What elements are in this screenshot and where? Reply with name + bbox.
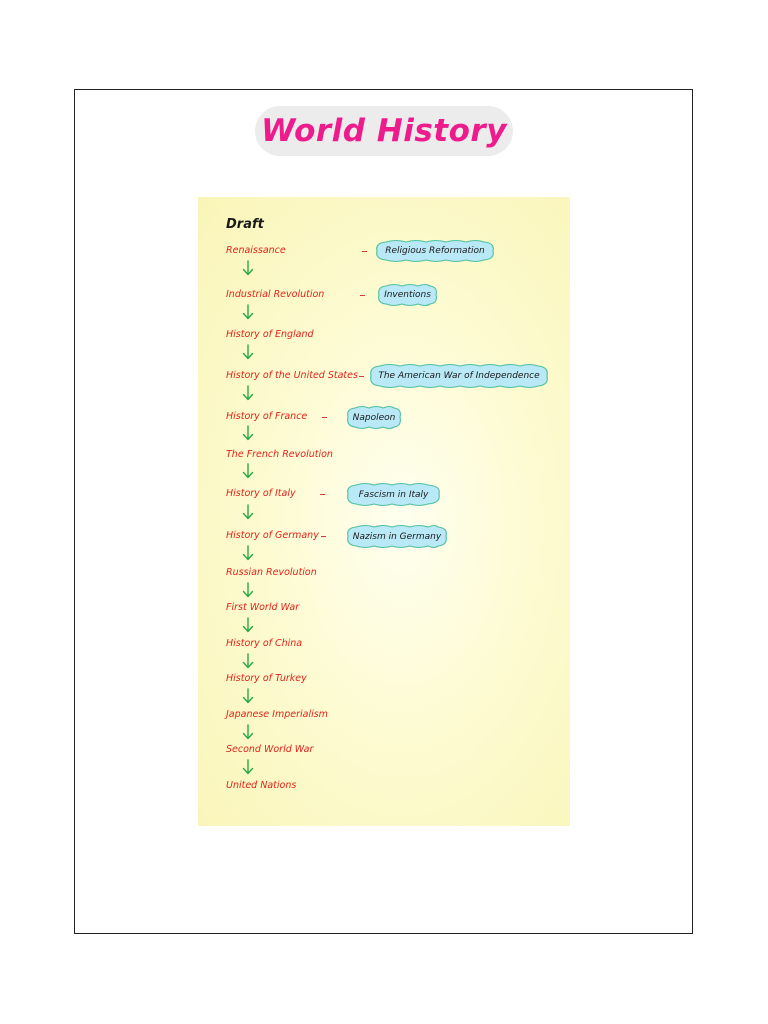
connector-dash [320, 494, 325, 495]
timeline-item-french-revolution: The French Revolution [226, 449, 333, 460]
connector-dash [322, 417, 327, 418]
timeline-item-industrial-revolution: Industrial Revolution [226, 289, 325, 300]
draft-heading: Draft [226, 217, 264, 232]
timeline-item-first-world-war: First World War [226, 602, 300, 613]
timeline-item-russian-revolution: Russian Revolution [226, 567, 317, 578]
down-arrow-icon [242, 504, 254, 520]
page-title: World History [261, 113, 507, 149]
timeline-item-history-of-france: History of France [226, 411, 308, 422]
callout-inventions: Inventions [384, 290, 431, 300]
down-arrow-icon [242, 653, 254, 669]
down-arrow-icon [242, 344, 254, 360]
callout-nazism-in-germany: Nazism in Germany [352, 531, 442, 542]
timeline-item-second-world-war: Second World War [226, 744, 314, 755]
down-arrow-icon [242, 617, 254, 633]
down-arrow-icon [242, 385, 254, 401]
down-arrow-icon [242, 759, 254, 775]
down-arrow-icon [242, 545, 254, 561]
connector-dash [362, 251, 367, 252]
timeline-item-history-of-china: History of China [226, 638, 303, 649]
down-arrow-icon [242, 425, 254, 441]
callout-american-war-of-independence: The American War of Independence [378, 371, 540, 381]
timeline-item-history-of-the-united-states: History of the United States [226, 370, 358, 381]
down-arrow-icon [242, 463, 254, 479]
timeline-item-japanese-imperialism: Japanese Imperialism [226, 709, 328, 720]
callout-napoleon: Napoleon [352, 412, 396, 423]
down-arrow-icon [242, 582, 254, 598]
callout-religious-reformation: Religious Reformation [385, 246, 485, 256]
connector-dash [359, 376, 364, 377]
connector-dash [360, 295, 365, 296]
callout-fascism-in-italy: Fascism in Italy [358, 489, 429, 500]
timeline-item-history-of-turkey: History of Turkey [226, 673, 307, 684]
timeline-item-history-of-italy: History of Italy [226, 488, 296, 499]
down-arrow-icon [242, 724, 254, 740]
connector-dash [321, 536, 326, 537]
title-banner [255, 106, 513, 156]
timeline-item-history-of-germany: History of Germany [226, 530, 319, 541]
down-arrow-icon [242, 260, 254, 276]
timeline-item-history-of-england: History of England [226, 329, 314, 340]
down-arrow-icon [242, 304, 254, 320]
timeline-item-renaissance: Renaissance [226, 245, 286, 256]
down-arrow-icon [242, 688, 254, 704]
timeline-item-united-nations: United Nations [226, 780, 297, 791]
